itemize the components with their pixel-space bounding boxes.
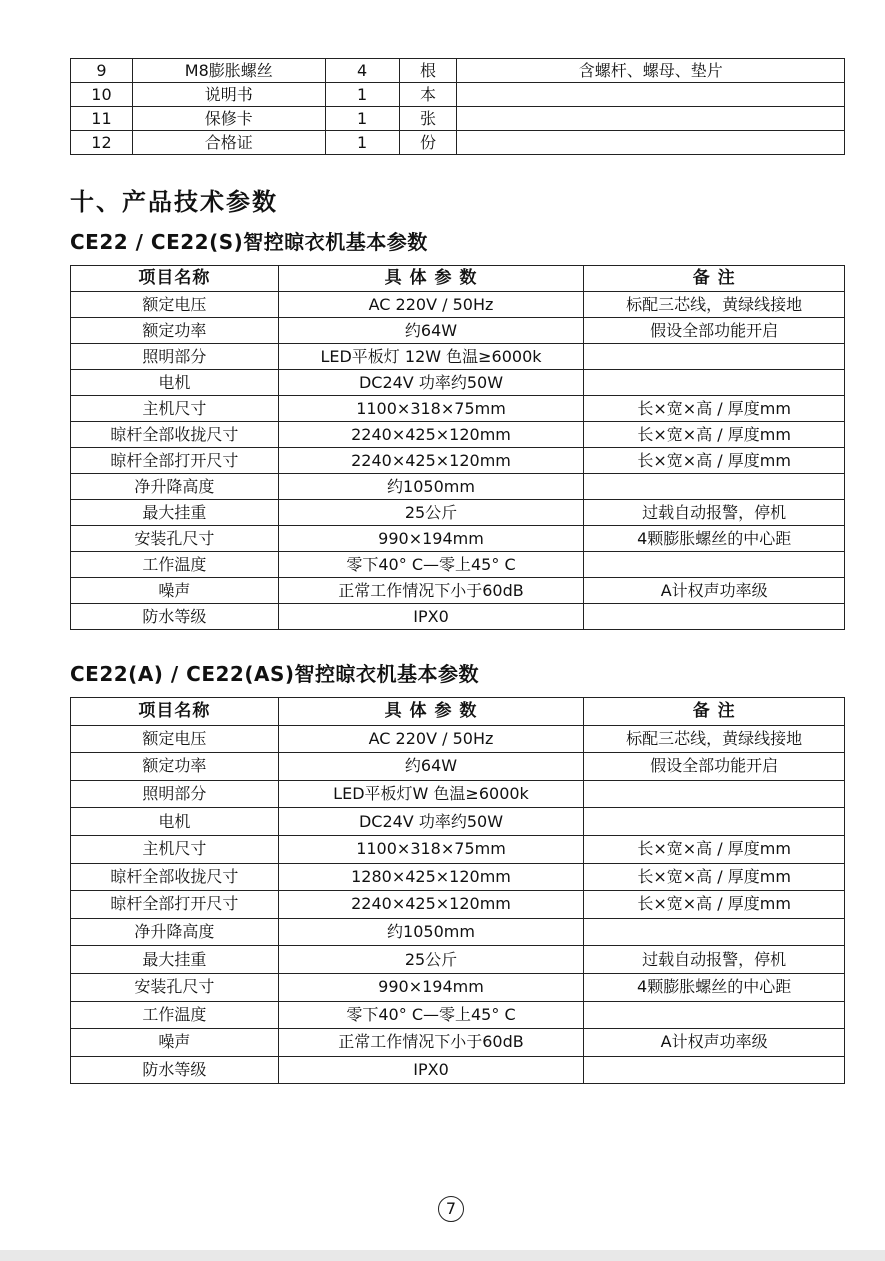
param-note-cell: 长×宽×高 / 厚度mm bbox=[584, 396, 845, 422]
param-value-cell: 正常工作情况下小于60dB bbox=[278, 578, 584, 604]
accessory-unit-cell: 根 bbox=[399, 59, 457, 83]
param-name-cell: 晾杆全部收拢尺寸 bbox=[71, 863, 279, 891]
param-name-cell: 噪声 bbox=[71, 578, 279, 604]
param-value-cell: 约1050mm bbox=[278, 918, 584, 946]
table-row bbox=[71, 131, 845, 155]
table-row bbox=[71, 891, 845, 919]
accessory-no-cell: 11 bbox=[71, 107, 133, 131]
param-name-cell: 安装孔尺寸 bbox=[71, 526, 279, 552]
param-name-cell: 电机 bbox=[71, 808, 279, 836]
table-row bbox=[71, 422, 845, 448]
page-number: 7 bbox=[438, 1196, 464, 1222]
param-name-cell: 工作温度 bbox=[71, 1001, 279, 1029]
accessory-no-cell: 10 bbox=[71, 83, 133, 107]
table-row bbox=[71, 83, 845, 107]
table-row bbox=[71, 780, 845, 808]
param-name-cell: 照明部分 bbox=[71, 780, 279, 808]
param-value-cell: 约1050mm bbox=[278, 474, 584, 500]
spec1-title: CE22 / CE22(S)智控晾衣机基本参数 bbox=[70, 230, 428, 254]
param-value-cell: AC 220V / 50Hz bbox=[278, 292, 584, 318]
param-name-cell: 防水等级 bbox=[71, 1056, 279, 1084]
param-note-cell: 标配三芯线，黄绿线接地 bbox=[584, 292, 845, 318]
param-value-cell: 2240×425×120mm bbox=[278, 422, 584, 448]
table-row bbox=[71, 59, 845, 83]
table-row bbox=[71, 396, 845, 422]
param-note-cell bbox=[584, 474, 845, 500]
accessory-qty-cell: 1 bbox=[325, 83, 399, 107]
param-name-cell: 额定功率 bbox=[71, 753, 279, 781]
table-row bbox=[71, 552, 845, 578]
table-row bbox=[71, 344, 845, 370]
table-row bbox=[71, 604, 845, 630]
param-name-cell: 主机尺寸 bbox=[71, 835, 279, 863]
table-row bbox=[71, 946, 845, 974]
param-value-cell: 25公斤 bbox=[278, 946, 584, 974]
param-value-cell: 25公斤 bbox=[278, 500, 584, 526]
table-row bbox=[71, 973, 845, 1001]
param-value-cell: 990×194mm bbox=[278, 973, 584, 1001]
param-name-cell: 电机 bbox=[71, 370, 279, 396]
accessory-note-cell bbox=[457, 131, 845, 155]
param-value-cell: 约64W bbox=[278, 318, 584, 344]
accessory-unit-cell: 本 bbox=[399, 83, 457, 107]
param-value-cell: 1100×318×75mm bbox=[278, 835, 584, 863]
accessory-no-cell: 9 bbox=[71, 59, 133, 83]
param-name-cell: 工作温度 bbox=[71, 552, 279, 578]
param-note-cell: 假设全部功能开启 bbox=[584, 318, 845, 344]
accessory-name-cell: 合格证 bbox=[132, 131, 325, 155]
param-name-cell: 晾杆全部收拢尺寸 bbox=[71, 422, 279, 448]
param-name-cell: 晾杆全部打开尺寸 bbox=[71, 891, 279, 919]
param-value-cell: IPX0 bbox=[278, 604, 584, 630]
param-note-cell bbox=[584, 604, 845, 630]
accessory-note-cell: 含螺杆、螺母、垫片 bbox=[457, 59, 845, 83]
accessory-note-cell bbox=[457, 83, 845, 107]
param-name-cell: 主机尺寸 bbox=[71, 396, 279, 422]
accessory-table bbox=[70, 58, 845, 155]
param-note-cell bbox=[584, 370, 845, 396]
spec2-table bbox=[70, 697, 845, 1084]
param-note-cell: 长×宽×高 / 厚度mm bbox=[584, 891, 845, 919]
section-title: 十、产品技术参数 bbox=[70, 188, 278, 216]
param-value-cell: DC24V 功率约50W bbox=[278, 808, 584, 836]
param-name-cell: 照明部分 bbox=[71, 344, 279, 370]
accessory-name-cell: 保修卡 bbox=[132, 107, 325, 131]
param-name-cell: 最大挂重 bbox=[71, 946, 279, 974]
accessory-unit-cell: 份 bbox=[399, 131, 457, 155]
table-header-row bbox=[71, 266, 845, 292]
param-note-cell: 过载自动报警，停机 bbox=[584, 946, 845, 974]
table-row bbox=[71, 107, 845, 131]
table-row bbox=[71, 578, 845, 604]
param-note-cell: A计权声功率级 bbox=[584, 1029, 845, 1057]
param-value-cell: DC24V 功率约50W bbox=[278, 370, 584, 396]
accessory-qty-cell: 1 bbox=[325, 107, 399, 131]
table-row bbox=[71, 292, 845, 318]
param-note-cell bbox=[584, 918, 845, 946]
param-note-cell bbox=[584, 1056, 845, 1084]
param-note-cell: 4颗膨胀螺丝的中心距 bbox=[584, 973, 845, 1001]
param-value-cell: IPX0 bbox=[278, 1056, 584, 1084]
param-name-cell: 晾杆全部打开尺寸 bbox=[71, 448, 279, 474]
param-value-cell: 零下40° C—零上45° C bbox=[278, 1001, 584, 1029]
accessory-qty-cell: 4 bbox=[325, 59, 399, 83]
table-header-cell: 具 体 参 数 bbox=[278, 266, 584, 292]
table-row bbox=[71, 500, 845, 526]
param-note-cell bbox=[584, 808, 845, 836]
table-row bbox=[71, 474, 845, 500]
param-value-cell: 990×194mm bbox=[278, 526, 584, 552]
param-value-cell: 1280×425×120mm bbox=[278, 863, 584, 891]
table-header-cell: 项目名称 bbox=[71, 698, 279, 726]
param-note-cell: 长×宽×高 / 厚度mm bbox=[584, 448, 845, 474]
param-note-cell: 标配三芯线，黄绿线接地 bbox=[584, 725, 845, 753]
table-row bbox=[71, 863, 845, 891]
param-name-cell: 净升降高度 bbox=[71, 474, 279, 500]
table-row bbox=[71, 918, 845, 946]
param-name-cell: 额定电压 bbox=[71, 292, 279, 318]
table-header-row bbox=[71, 698, 845, 726]
table-row bbox=[71, 1029, 845, 1057]
param-value-cell: 1100×318×75mm bbox=[278, 396, 584, 422]
table-header-cell: 备 注 bbox=[584, 698, 845, 726]
param-note-cell: 过载自动报警，停机 bbox=[584, 500, 845, 526]
param-note-cell: 假设全部功能开启 bbox=[584, 753, 845, 781]
param-note-cell bbox=[584, 1001, 845, 1029]
table-header-cell: 项目名称 bbox=[71, 266, 279, 292]
accessory-note-cell bbox=[457, 107, 845, 131]
param-value-cell: 正常工作情况下小于60dB bbox=[278, 1029, 584, 1057]
table-row bbox=[71, 448, 845, 474]
param-value-cell: 2240×425×120mm bbox=[278, 891, 584, 919]
param-note-cell: 长×宽×高 / 厚度mm bbox=[584, 835, 845, 863]
param-name-cell: 最大挂重 bbox=[71, 500, 279, 526]
table-row bbox=[71, 526, 845, 552]
param-name-cell: 净升降高度 bbox=[71, 918, 279, 946]
spec2-title: CE22(A) / CE22(AS)智控晾衣机基本参数 bbox=[70, 662, 479, 686]
accessory-name-cell: M8膨胀螺丝 bbox=[132, 59, 325, 83]
param-value-cell: 约64W bbox=[278, 753, 584, 781]
footer-bar bbox=[0, 1250, 885, 1261]
param-value-cell: AC 220V / 50Hz bbox=[278, 725, 584, 753]
param-value-cell: 零下40° C—零上45° C bbox=[278, 552, 584, 578]
param-value-cell: 2240×425×120mm bbox=[278, 448, 584, 474]
accessory-name-cell: 说明书 bbox=[132, 83, 325, 107]
param-name-cell: 安装孔尺寸 bbox=[71, 973, 279, 1001]
param-name-cell: 防水等级 bbox=[71, 604, 279, 630]
param-note-cell: 长×宽×高 / 厚度mm bbox=[584, 863, 845, 891]
accessory-qty-cell: 1 bbox=[325, 131, 399, 155]
accessory-no-cell: 12 bbox=[71, 131, 133, 155]
table-header-cell: 备 注 bbox=[584, 266, 845, 292]
table-row bbox=[71, 1056, 845, 1084]
param-value-cell: LED平板灯W 色温≥6000k bbox=[278, 780, 584, 808]
param-name-cell: 额定功率 bbox=[71, 318, 279, 344]
param-name-cell: 噪声 bbox=[71, 1029, 279, 1057]
param-note-cell bbox=[584, 344, 845, 370]
table-row bbox=[71, 753, 845, 781]
param-note-cell: 长×宽×高 / 厚度mm bbox=[584, 422, 845, 448]
table-row bbox=[71, 370, 845, 396]
table-row bbox=[71, 808, 845, 836]
table-row bbox=[71, 725, 845, 753]
param-note-cell: A计权声功率级 bbox=[584, 578, 845, 604]
table-row bbox=[71, 1001, 845, 1029]
table-row bbox=[71, 318, 845, 344]
param-note-cell bbox=[584, 552, 845, 578]
spec1-table bbox=[70, 265, 845, 630]
param-note-cell bbox=[584, 780, 845, 808]
param-name-cell: 额定电压 bbox=[71, 725, 279, 753]
param-note-cell: 4颗膨胀螺丝的中心距 bbox=[584, 526, 845, 552]
param-value-cell: LED平板灯 12W 色温≥6000k bbox=[278, 344, 584, 370]
table-row bbox=[71, 835, 845, 863]
accessory-unit-cell: 张 bbox=[399, 107, 457, 131]
table-header-cell: 具 体 参 数 bbox=[278, 698, 584, 726]
